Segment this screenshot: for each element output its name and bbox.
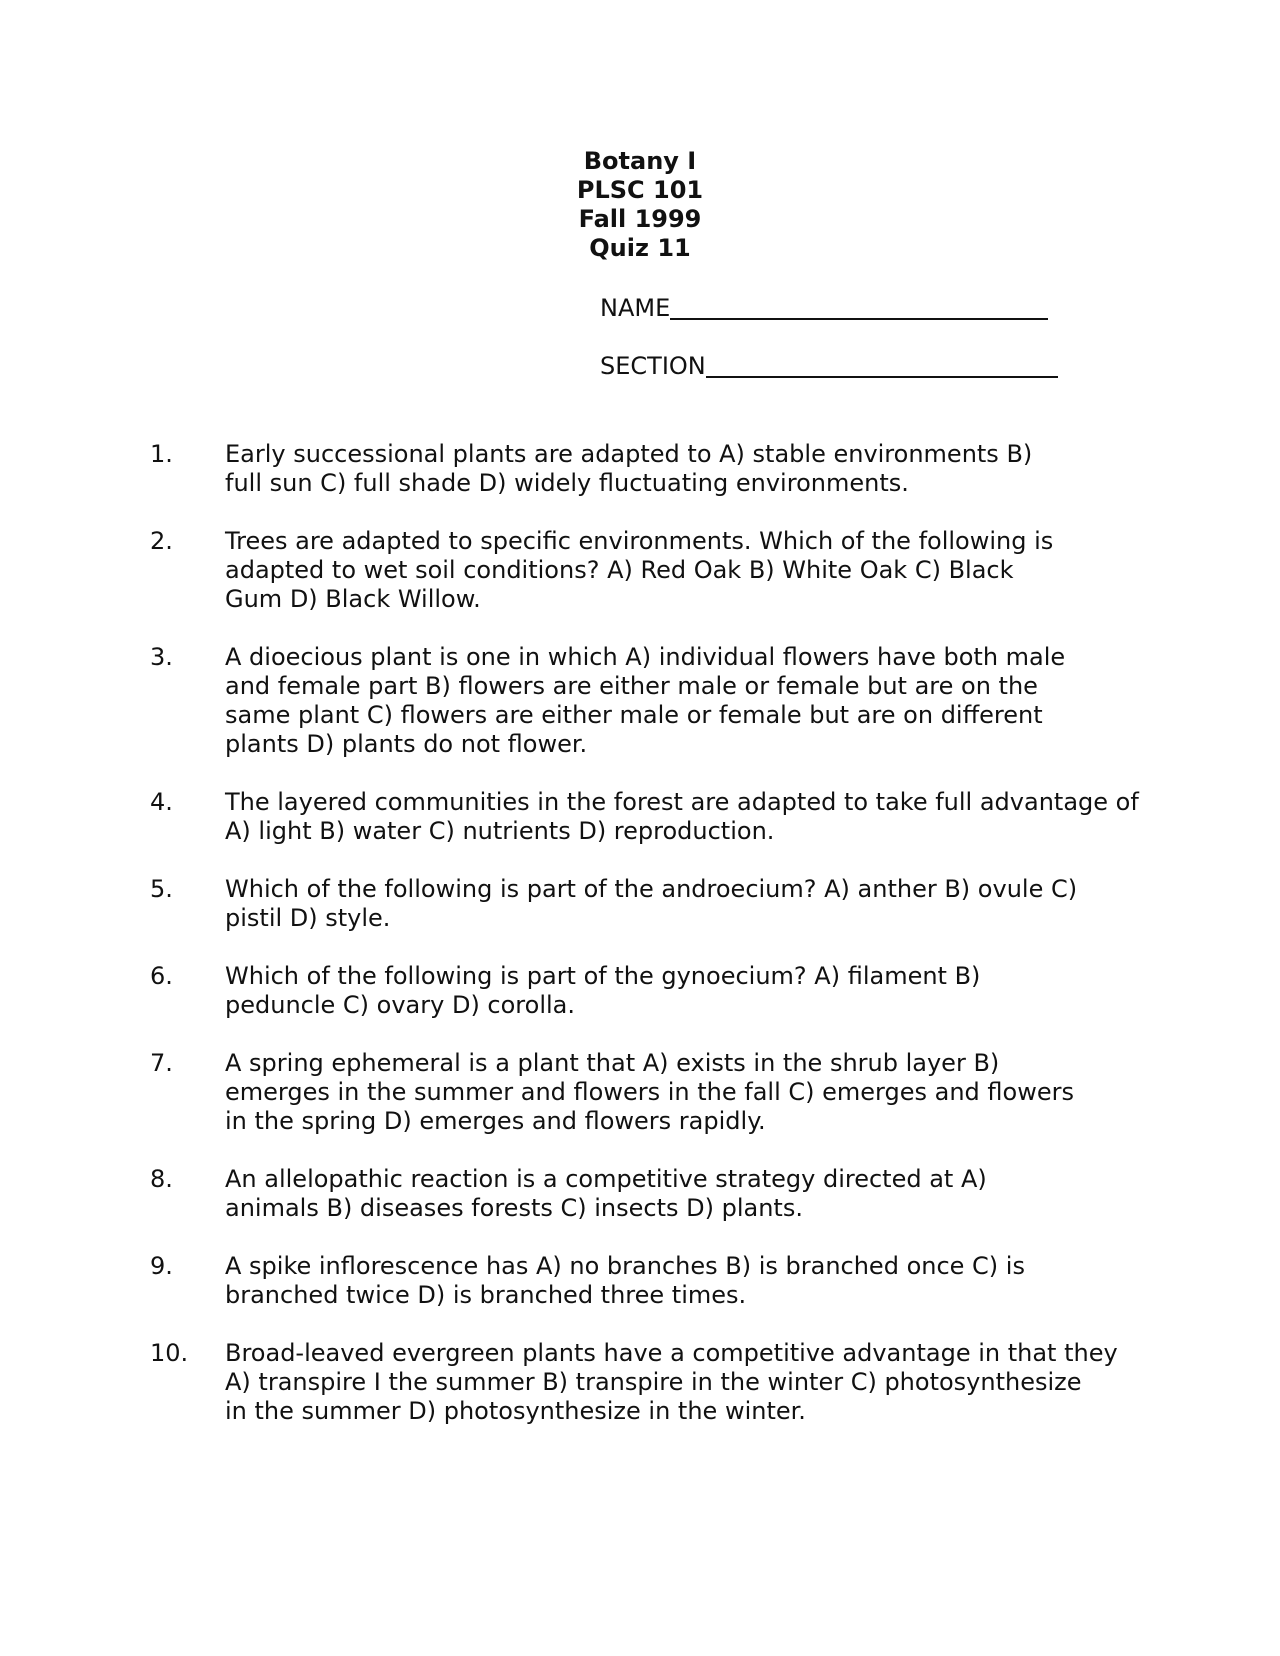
quiz-header	[520, 147, 760, 263]
name-label: NAME	[600, 294, 671, 322]
question-item	[150, 875, 1210, 933]
question-item	[150, 788, 1210, 846]
section-label: SECTION	[600, 352, 706, 380]
question-number: 10.	[150, 1339, 189, 1367]
name-field	[600, 294, 1048, 323]
question-item	[150, 643, 1210, 759]
question-text: Trees are adapted to specific environments. Which of the following is adapted to wet soil conditions? A) Red Oak B) White Oak C) Black Gum D) Black Willow.	[225, 527, 1054, 613]
question-item	[150, 1252, 1210, 1310]
quiz-title: Quiz 11	[589, 234, 691, 262]
course-code: PLSC 101	[576, 176, 704, 204]
question-list	[150, 440, 1210, 1455]
question-item	[150, 1165, 1210, 1223]
question-text: A spike inflorescence has A) no branches B) is branched once C) is branched twice D) is branched three times.	[225, 1252, 1025, 1309]
question-text: Early successional plants are adapted to A) stable environments B) full sun C) full shade D) widely fluctuating environments.	[225, 440, 1033, 497]
question-number: 8.	[150, 1165, 173, 1193]
question-number: 5.	[150, 875, 173, 903]
name-blank-line	[670, 296, 1048, 320]
course-name: Botany I	[583, 147, 697, 175]
question-item	[150, 527, 1210, 614]
term: Fall 1999	[578, 205, 702, 233]
section-blank-line	[706, 354, 1058, 378]
question-text: An allelopathic reaction is a competitive strategy directed at A) animals B) diseases forests C) insects D) plants.	[225, 1165, 987, 1222]
question-item	[150, 1049, 1210, 1136]
question-number: 9.	[150, 1252, 173, 1280]
question-text: The layered communities in the forest are adapted to take full advantage of A) light B) water C) nutrients D) reproduction.	[225, 788, 1139, 845]
question-item	[150, 962, 1210, 1020]
question-text: A dioecious plant is one in which A) individual flowers have both male and female part B) flowers are either male or female but are on the same plant C) flowers are either male or female but are on different plants D) plants do not flower.	[225, 643, 1066, 758]
question-text: A spring ephemeral is a plant that A) exists in the shrub layer B) emerges in the summer and flowers in the fall C) emerges and flowers in the spring D) emerges and flowers rapidly.	[225, 1049, 1074, 1135]
question-item	[150, 440, 1210, 498]
question-number: 7.	[150, 1049, 173, 1077]
question-text: Which of the following is part of the gynoecium? A) filament B) peduncle C) ovary D) corolla.	[225, 962, 981, 1019]
question-number: 6.	[150, 962, 173, 990]
section-field	[600, 352, 1058, 381]
question-item	[150, 1339, 1210, 1426]
question-text: Broad-leaved evergreen plants have a competitive advantage in that they A) transpire I the summer B) transpire in the winter C) photosynthesize in the summer D) photosynthesize in the winter.	[225, 1339, 1118, 1425]
question-text: Which of the following is part of the androecium? A) anther B) ovule C) pistil D) style.	[225, 875, 1078, 932]
question-number: 1.	[150, 440, 173, 468]
question-number: 3.	[150, 643, 173, 671]
question-number: 4.	[150, 788, 173, 816]
question-number: 2.	[150, 527, 173, 555]
